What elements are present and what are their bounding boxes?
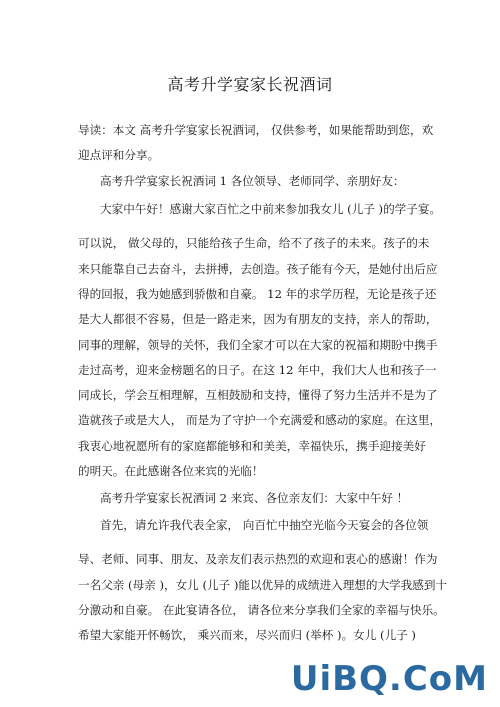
text-line: 一名父亲 (母亲 )，女儿 (儿子 )能以优异的成绩进入理想的大学我感到十 <box>78 578 448 592</box>
section-heading: 高考升学宴家长祝酒词 2 来宾、各位亲友们：大家中午好 ！ <box>100 491 409 505</box>
text-line: 的明天。在此感谢各位来宾的光临！ <box>78 464 264 478</box>
text-line: 希望大家能开怀畅饮， 乘兴而来，尽兴而归 (举杯 )。女儿 (儿子 ) <box>78 628 416 642</box>
text-line: 同成长，学会互相理解，互相鼓励和支持，懂得了努力生活并不是为了 <box>78 388 438 402</box>
text-line: 首先，请允许我代表全家， 向百忙中抽空光临今天宴会的各位领 <box>100 518 429 532</box>
watermark-text: UiBQ.CoM <box>290 659 488 699</box>
document-title: 高考升学宴家长祝酒词 <box>167 75 333 94</box>
text-line: 迎点评和分享。 <box>78 148 160 162</box>
text-line: 可以说， 做父母的，只能给孩子生命，给不了孩子的未来。孩子的未 <box>78 236 430 250</box>
text-line: 来只能靠自己去奋斗，去拼搏，去创造。孩子能有今天，是她付出后应 <box>78 262 438 276</box>
text-line: 导读：本文 高考升学宴家长祝酒词， 仅供参考，如果能帮助到您，欢 <box>78 123 434 137</box>
text-line: 导、老师、同事、朋友、及亲友们表示热烈的欢迎和衷心的感谢！作为 <box>78 552 438 566</box>
text-line: 走过高考，迎来金榜题名的日子。在这 12 年中，我们大人也和孩子一 <box>78 363 437 377</box>
text-line: 同事的理解，领导的关怀，我们全家才可以在大家的祝福和期盼中携手 <box>78 338 438 352</box>
text-line: 大家中午好！感谢大家百忙之中前来参加我女儿 (儿子 )的学子宴。 <box>100 202 442 216</box>
section-heading: 高考升学宴家长祝酒词 1 各位领导、老师同学、亲朋好友： <box>100 174 405 188</box>
text-line: 得的回报，我为她感到骄傲和自豪。 12 年的求学历程，无论是孩子还 <box>78 287 437 301</box>
site-watermark <box>291 659 488 699</box>
text-line: 造就孩子或是大人， 而是为了守护一个充满爱和感动的家庭。在这里， <box>78 413 442 427</box>
text-line: 分激动和自豪。 在此宴请各位， 请各位来分享我们全家的幸福与快乐。 <box>78 603 445 617</box>
text-line: 是大人都很不容易，但是一路走来，因为有朋友的支持，亲人的帮助， <box>78 312 438 326</box>
text-line: 我衷心地祝愿所有的家庭都能够和和美美，幸福快乐，携手迎接美好 <box>78 439 426 453</box>
